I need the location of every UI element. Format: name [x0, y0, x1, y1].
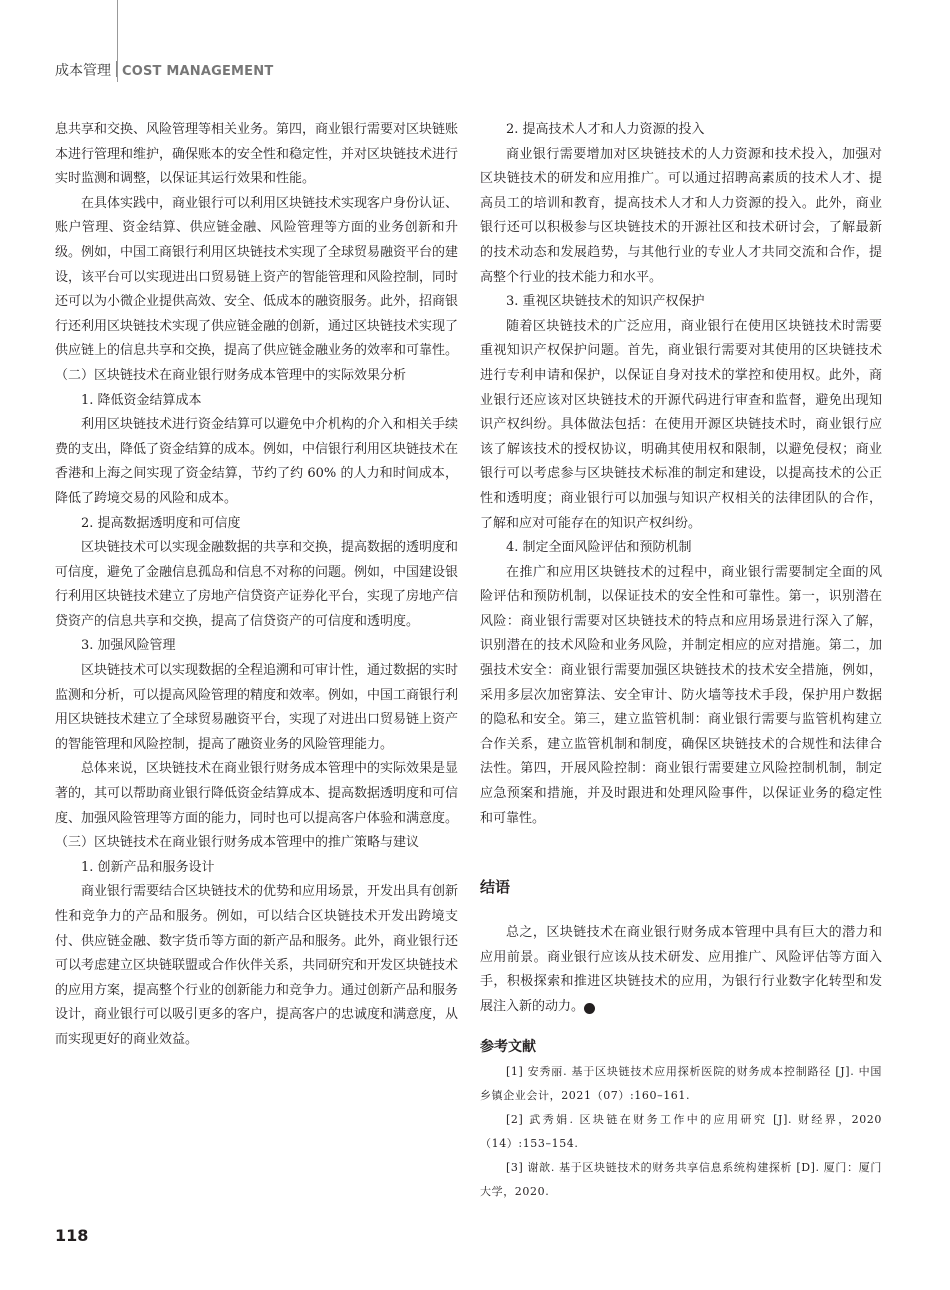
- conclusion-heading: 结语: [480, 878, 511, 897]
- numbered-subheading: 2. 提高技术人才和人力资源的投入: [506, 122, 705, 137]
- body-paragraph: 商业银行需要增加对区块链技术的人力资源和技术投入，加强对区块链技术的研发和应用推广。可以通过招聘高素质的技术人才、提高员工的培训和教育，提高技术人才和人力资源的投入。此外，商业银行还可以积极参与区块链技术的开源社区和技术研讨会，了解最新的技术动态和发展趋势，与其他行业的专业人才共同交流和合作，提高整个行业的技术能力和水平。: [480, 146, 882, 285]
- running-header: [55, 60, 273, 82]
- numbered-subheading: 3. 重视区块链技术的知识产权保护: [506, 294, 705, 310]
- page-number: 118: [55, 1226, 89, 1245]
- numbered-subheading: 3. 加强风险管理: [81, 638, 176, 654]
- body-paragraph: 在推广和应用区块链技术的过程中，商业银行需要制定全面的风险评估和预防机制，以保证技术的安全性和可靠性。第一，识别潜在风险：商业银行需要对区块链技术的特点和应用场景进行深入了解，识别潜在的技术风险和业务风险，并制定相应的应对措施。第二，加强技术安全：商业银行需要加强区块链技术的技术安全措施，例如，采用多层次加密算法、安全审计、防火墙等技术手段，保护用户数据的隐私和安全。第三，建立监管机制：商业银行需要与监管机构建立合作关系，建立监管机制和制度，确保区块链技术的合规性和法律合法性。第四，开展风险控制：商业银行需要建立风险控制机制，制定应急预案和措施，并及时跟进和处理风险事件，以保证业务的稳定性和可靠性。: [480, 564, 882, 826]
- body-paragraph: 在具体实践中，商业银行可以利用区块链技术实现客户身份认证、账户管理、资金结算、供应链金融、风险管理等方面的业务创新和升级。例如，中国工商银行利用区块链技术实现了全球贸易融资平台的建设，该平台可以实现进出口贸易链上资产的智能管理和风险控制，同时还可以为小微企业提供高效、安全、低成本的融资服务。此外，招商银行还利用区块链技术实现了供应链金融的创新，通过区块链技术实现了供应链上的信息共享和交换，提高了供应链金融业务的效率和可靠性。: [55, 195, 459, 359]
- reference-item: [3] 谢歆. 基于区块链技术的财务共享信息系统构建探析 [D]. 厦门：厦门大学，2020.: [480, 1160, 882, 1198]
- numbered-subheading: 4. 制定全面风险评估和预防机制: [506, 540, 692, 556]
- body-paragraph: 利用区块链技术进行资金结算可以避免中介机构的介入和相关手续费的支出，降低了资金结算的成本。例如，中信银行利用区块链技术在香港和上海之间实现了资金结算，节约了约 60% 的人力和时间成本，降低了跨境交易的风险和成本。: [55, 417, 459, 506]
- numbered-subheading: 2. 提高数据透明度和可信度: [81, 515, 241, 531]
- end-of-article-icon: M: [584, 1003, 595, 1014]
- numbered-subheading: 1. 降低资金结算成本: [81, 392, 202, 408]
- header-section-cn: 成本管理: [55, 63, 111, 79]
- references-heading: 参考文献: [480, 1038, 536, 1055]
- conclusion-paragraph: [480, 921, 882, 1019]
- reference-item: [1] 安秀丽. 基于区块链技术应用探析医院的财务成本控制路径 [J]. 中国乡镇企业会计，2021（07）:160–161.: [480, 1064, 882, 1102]
- right-column: [480, 118, 882, 1204]
- body-paragraph: 区块链技术可以实现金融数据的共享和交换，提高数据的透明度和可信度，避免了金融信息孤岛和信息不对称的问题。例如，中国建设银行利用区块链技术建立了房地产信贷资产证券化平台，实现了房地产信贷资产的信息共享和交换，提高了信贷资产的可信度和透明度。: [55, 540, 459, 629]
- body-paragraph: 息共享和交换、风险管理等相关业务。第四，商业银行需要对区块链账本进行管理和维护，确保账本的安全性和稳定性，并对区块链技术进行实时监测和调整，以保证其运行效果和性能。: [55, 122, 459, 187]
- section-subheading: （二）区块链技术在商业银行财务成本管理中的实际效果分析: [55, 367, 407, 383]
- body-paragraph: 商业银行需要结合区块链技术的优势和应用场景，开发出具有创新性和竞争力的产品和服务。例如，可以结合区块链技术开发出跨境支付、供应链金融、数字货币等方面的新产品和服务。此外，商业银行还可以考虑建立区块链联盟或合作伙伴关系，共同研究和开发区块链技术的应用方案，提高整个行业的创新能力和竞争力。通过创新产品和服务设计，商业银行可以吸引更多的客户，提高客户的忠诚度和满意度，从而实现更好的商业效益。: [55, 884, 459, 1047]
- body-paragraph: 区块链技术可以实现数据的全程追溯和可审计性，通过数据的实时监测和分析，可以提高风险管理的精度和效率。例如，中国工商银行利用区块链技术建立了全球贸易融资平台，实现了对进出口贸易链上资产的智能管理和风险控制，提高了融资业务的风险管理能力。: [55, 663, 459, 752]
- section-subheading: （三）区块链技术在商业银行财务成本管理中的推广策略与建议: [55, 835, 420, 851]
- numbered-subheading: 1. 创新产品和服务设计: [81, 859, 215, 875]
- right-column-body: [480, 118, 882, 831]
- body-paragraph: 随着区块链技术的广泛应用，商业银行在使用区块链技术时需要重视知识产权保护问题。首先，商业银行需要对其使用的区块链技术进行专利申请和保护，以保证自身对技术的掌控和使用权。此外，商业银行还应该对区块链技术的开源代码进行审查和监督，避免出现知识产权纠纷。具体做法包括：在使用开源区块链技术时，商业银行应该了解该技术的授权协议，明确其使用权和限制，以避免侵权；商业银行可以考虑参与区块链技术标准的制定和建设，以提高技术的公正性和透明度；商业银行可以加强与知识产权相关的法律团队的合作，了解和应对可能存在的知识产权纠纷。: [480, 318, 882, 531]
- header-separator: [116, 61, 117, 77]
- reference-item: [2] 武秀娟. 区块链在财务工作中的应用研究 [J]. 财经界，2020（14）:153–154.: [480, 1112, 882, 1150]
- body-paragraph: 总体来说，区块链技术在商业银行财务成本管理中的实际效果是显著的，其可以帮助商业银行降低资金结算成本、提高数据透明度和可信度、加强风险管理等方面的能力，同时也可以提高客户体验和满意度。: [55, 761, 459, 826]
- header-section-en: COST MANAGEMENT: [122, 64, 274, 79]
- conclusion-text: 总之，区块链技术在商业银行财务成本管理中具有巨大的潜力和应用前景。商业银行应该从技术研发、应用推广、风险评估等方面入手，积极探索和推进区块链技术的应用，为银行行业数字化转型和发展注入新的动力。: [480, 925, 882, 1014]
- left-column: [55, 118, 458, 1053]
